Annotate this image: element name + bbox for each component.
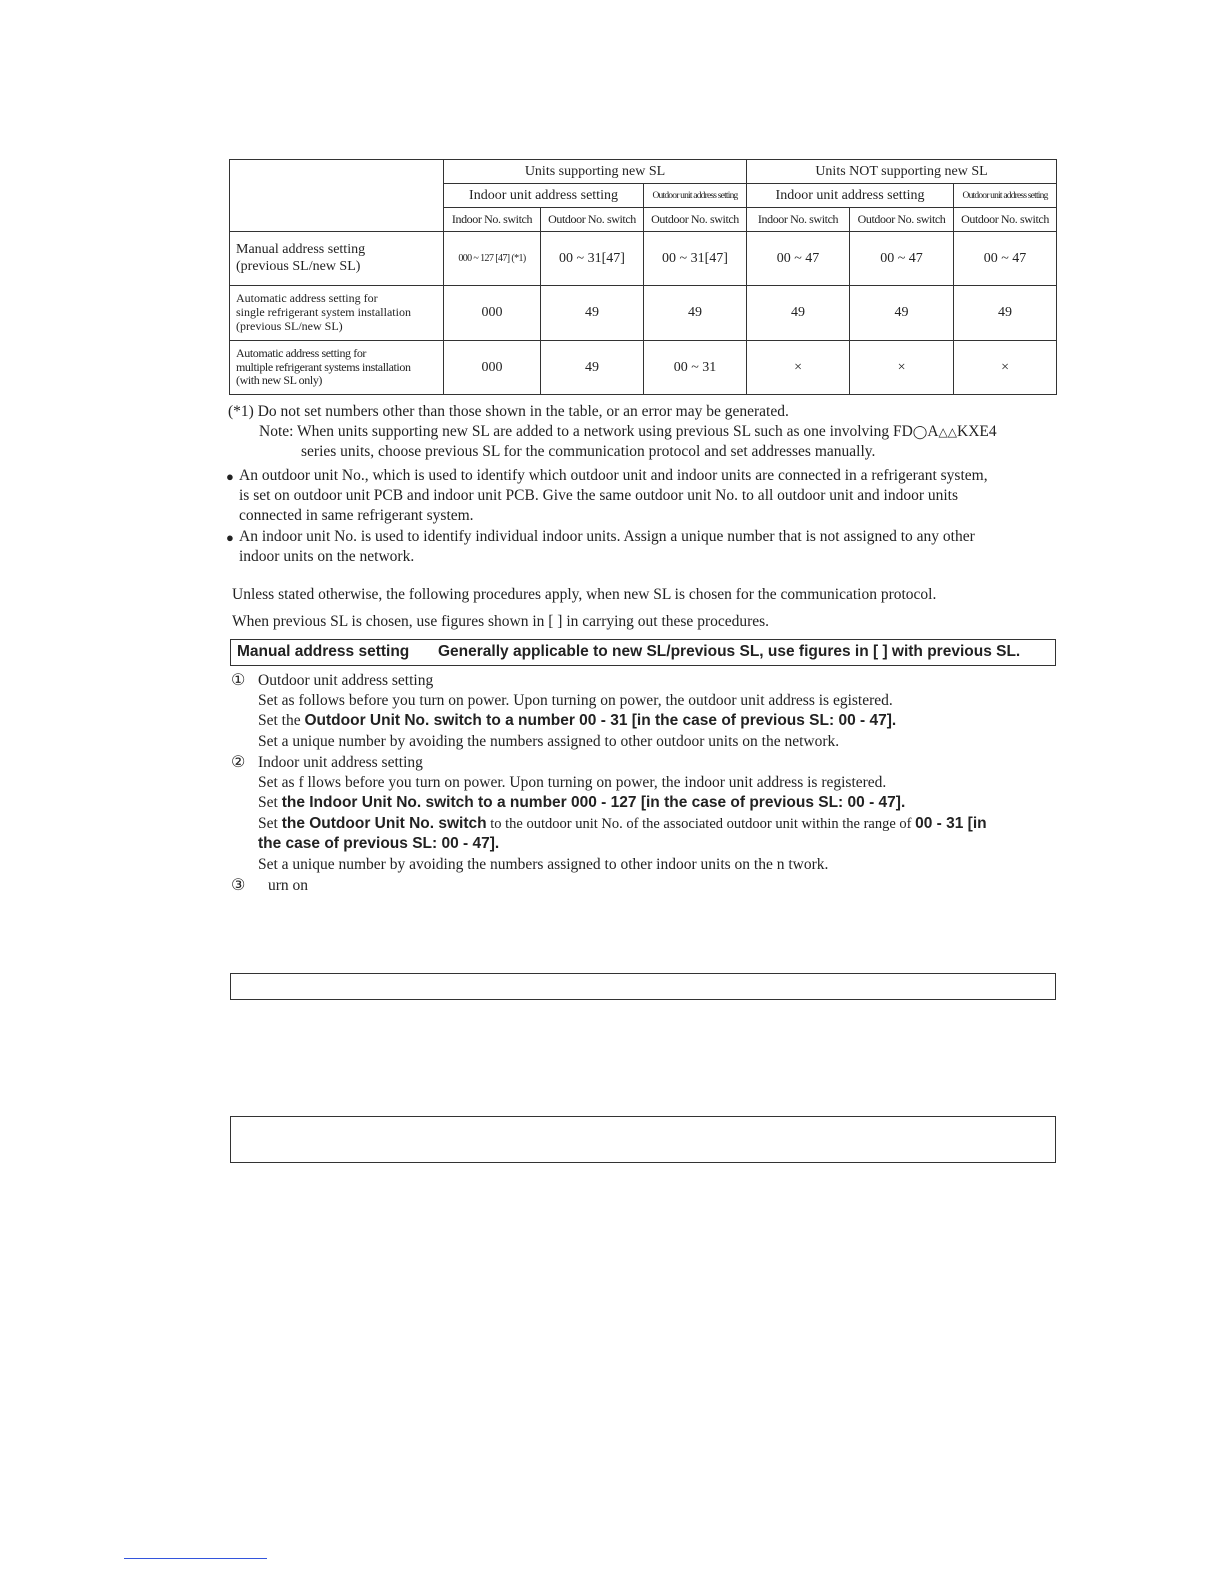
bullet-icon: ● bbox=[226, 469, 234, 484]
header-indoor-address-old: Indoor unit address setting bbox=[747, 184, 954, 208]
switch-header: Outdoor No. switch bbox=[541, 208, 644, 232]
table-cell: 49 bbox=[541, 286, 644, 341]
footnote: (*1) Do not set numbers other than those shown in the table, or an error may be generated. bbox=[228, 403, 789, 420]
table-cell: 00 ~ 31 bbox=[644, 341, 747, 395]
table-cell: × bbox=[850, 341, 954, 395]
table-cell: × bbox=[747, 341, 850, 395]
switch-header: Outdoor No. switch bbox=[850, 208, 954, 232]
header-outdoor-address-old: Outdoor unit address setting bbox=[954, 184, 1057, 208]
table-cell: 000 bbox=[444, 341, 541, 395]
bullet-icon: ● bbox=[226, 530, 234, 545]
empty-section-box bbox=[230, 1116, 1056, 1163]
step-number: ① bbox=[231, 672, 246, 689]
table-cell: 00 ~ 47 bbox=[850, 232, 954, 286]
note-line-2: series units, choose previous SL for the communication protocol and set addresses manually. bbox=[301, 443, 876, 460]
table-cell: 00 ~ 47 bbox=[747, 232, 850, 286]
table-cell: 000 ~ 127 [47] (*1) bbox=[444, 232, 541, 286]
table-cell: 49 bbox=[954, 286, 1057, 341]
manual-box-subtitle: Generally applicable to new SL/previous SL, use figures in [ ] with previous SL. bbox=[438, 643, 1021, 660]
row-label: Automatic address setting for multiple refrigerant systems installation (with new SL only) bbox=[230, 341, 444, 395]
step-text: Set the Indoor Unit No. switch to a number 000 - 127 [in the case of previous SL: 00 - 47]. bbox=[258, 794, 906, 811]
bullet-paragraph: An outdoor unit No., which is used to identify which outdoor unit and indoor units are connected in a refrigerant system, is set on outdoor unit PCB and indoor unit PCB. Give the same outdoor unit No. to all outdoor unit and indoor units connected in same refrigerant system. bbox=[239, 467, 988, 524]
step-title: Indoor unit address setting bbox=[258, 754, 423, 771]
bullet-paragraph: An indoor unit No. is used to identify individual indoor units. Assign a unique number that is not assigned to any other indoor units on the network. bbox=[239, 528, 975, 565]
address-setting-table bbox=[229, 159, 1057, 395]
table-cell: 49 bbox=[541, 341, 644, 395]
step-text: Set a unique number by avoiding the numbers assigned to other outdoor units on the network. bbox=[258, 733, 840, 750]
empty-section-box bbox=[230, 973, 1056, 1000]
circle-symbol-icon: ◯ bbox=[912, 424, 928, 439]
step-text: Set as f llows before you turn on power. Upon turning on power, the indoor unit address is registered. bbox=[258, 774, 887, 791]
table-cell: 49 bbox=[850, 286, 954, 341]
step-number: ③ bbox=[231, 877, 246, 894]
step-title: Outdoor unit address setting bbox=[258, 672, 434, 689]
step-text: Set as follows before you turn on power. Upon turning on power, the outdoor unit address is egistered. bbox=[258, 692, 893, 709]
manual-address-box bbox=[230, 639, 1056, 666]
table-cell: 00 ~ 47 bbox=[954, 232, 1057, 286]
table-corner-cell bbox=[230, 160, 444, 232]
footer-rule bbox=[124, 1558, 267, 1559]
table-cell: 000 bbox=[444, 286, 541, 341]
table-cell: × bbox=[954, 341, 1057, 395]
switch-header: Indoor No. switch bbox=[444, 208, 541, 232]
table-row bbox=[230, 341, 1057, 395]
intro-line: Unless stated otherwise, the following procedures apply, when new SL is chosen for the communication protocol. bbox=[232, 586, 937, 603]
note-line-1: Note: When units supporting new SL are added to a network using previous SL such as one involving FD◯A△△KXE4 bbox=[259, 423, 997, 440]
table-cell: 00 ~ 31[47] bbox=[644, 232, 747, 286]
table-cell: 49 bbox=[644, 286, 747, 341]
intro-line: When previous SL is chosen, use figures shown in [ ] in carrying out these procedures. bbox=[232, 613, 770, 630]
row-label: Automatic address setting for single refrigerant system installation (previous SL/new SL) bbox=[230, 286, 444, 341]
table-row bbox=[230, 232, 1057, 286]
step-text: urn on bbox=[268, 877, 309, 894]
row-label: Manual address setting (previous SL/new SL) bbox=[230, 232, 444, 286]
step-text: Set the Outdoor Unit No. switch to a number 00 - 31 [in the case of previous SL: 00 - 47]. bbox=[258, 712, 897, 729]
table-cell: 00 ~ 31[47] bbox=[541, 232, 644, 286]
step-number: ② bbox=[231, 754, 246, 771]
triangle-symbol-icon: △△ bbox=[938, 425, 958, 439]
step-text: Set the Outdoor Unit No. switch to the outdoor unit No. of the associated outdoor unit within the range of 00 - 31 [in bbox=[258, 815, 987, 832]
header-units-supporting: Units supporting new SL bbox=[444, 160, 747, 184]
header-indoor-address-new: Indoor unit address setting bbox=[444, 184, 644, 208]
manual-box-title: Manual address setting bbox=[237, 643, 410, 660]
table-row bbox=[230, 286, 1057, 341]
switch-header: Indoor No. switch bbox=[747, 208, 850, 232]
step-text: the case of previous SL: 00 - 47]. bbox=[258, 835, 500, 852]
table-cell: 49 bbox=[747, 286, 850, 341]
switch-header: Outdoor No. switch bbox=[644, 208, 747, 232]
header-units-not-supporting: Units NOT supporting new SL bbox=[747, 160, 1057, 184]
switch-header: Outdoor No. switch bbox=[954, 208, 1057, 232]
header-outdoor-address-new: Outdoor unit address setting bbox=[644, 184, 747, 208]
step-text: Set a unique number by avoiding the numbers assigned to other indoor units on the n twork. bbox=[258, 856, 829, 873]
